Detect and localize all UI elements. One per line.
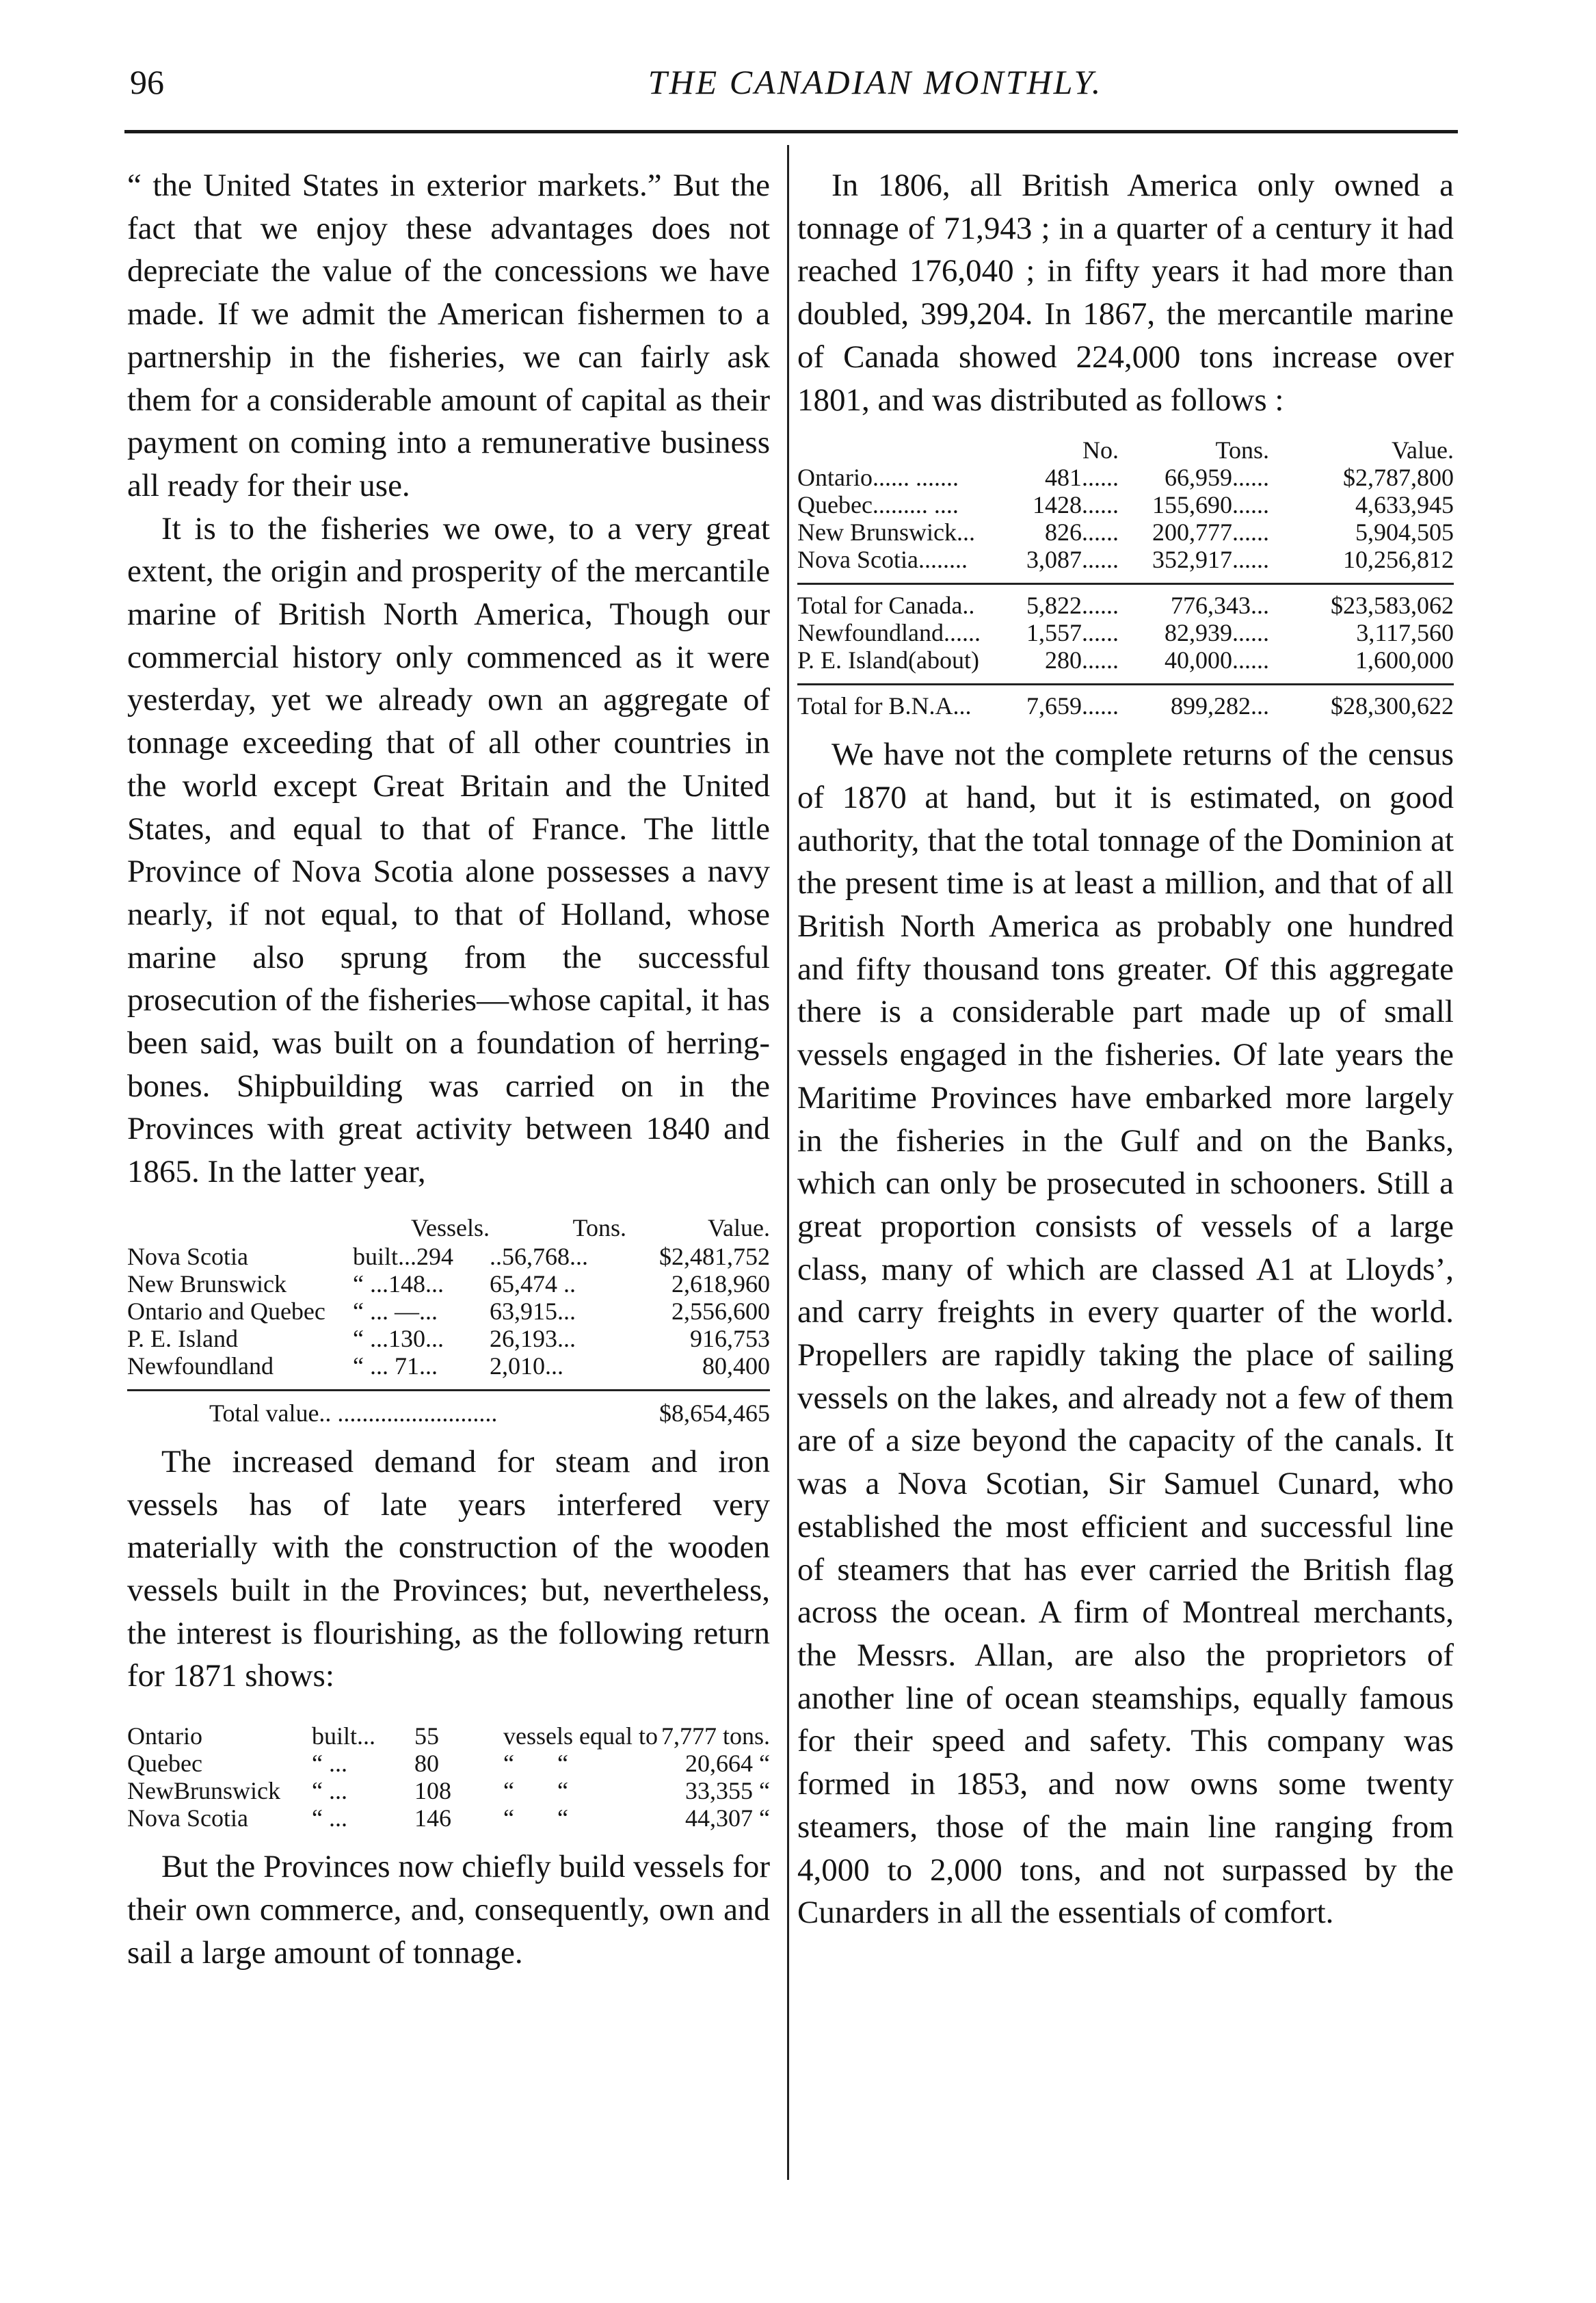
table-cell: 280...... — [1045, 646, 1119, 674]
table-cell: 20,664 “ — [685, 1750, 770, 1778]
table-cell: NewBrunswick — [127, 1777, 280, 1805]
table-header-cell: Value. — [1392, 436, 1454, 464]
table-row — [127, 1352, 770, 1380]
table-cell: 2,556,600 — [671, 1297, 770, 1325]
table-cell: 40,000...... — [1165, 646, 1269, 674]
table-cell: 5,822...... — [1026, 592, 1119, 620]
table-cell: 5,904,505 — [1355, 518, 1454, 547]
table-row — [797, 464, 1454, 491]
paragraph: We have not the complete returns of the census of 1870 at hand, but it is estimated, on good authority, that the total tonnage of the Dominion at the present time is at least a million, and that of all British North America as probably one hundred and fifty thousand tons greater. Of this aggregate there is a considerable part made up of small vessels engaged in the fisheries. Of late years the Maritime Provinces have embarked more largely in the fisheries in the Gulf and on the Banks, which can only be prosecuted in schooners. Still a great proportion consists of vessels of a large class, many of which are classed A1 at Lloyds’, and carry freights in every quarter of the world. Propellers are rapidly taking the place of sailing vessels on the lakes, and already not a few of them are of a size beyond the capacity of the canals. It was a Nova Scotian, Sir Samuel Cunard, who established the most efficient and successful line of steamers that has ever carried the British flag across the ocean. A firm of Montreal merchants, the Messrs. Allan, are also the proprietors of another line of ocean steamships, equally famous for their speed and safety. This company was formed in 1853, and now owns some twenty steamers, those of the main line ranging from 4,000 to 2,000 tons, and not surpassed by the Cunarders in all the essentials of comfort. — [797, 737, 1454, 1931]
left-column — [127, 164, 770, 1974]
total-label: Total value.. .......................... — [209, 1399, 498, 1427]
shipbuilding-1871-table — [127, 1722, 770, 1832]
table-row — [797, 491, 1454, 518]
column-divider — [787, 145, 789, 2180]
table-subtotal-row — [797, 592, 1454, 619]
table-header-cell: Vessels. — [411, 1213, 490, 1241]
table-cell: 2,618,960 — [671, 1269, 770, 1298]
table-cell: New Brunswick — [127, 1269, 287, 1298]
table-row — [127, 1243, 770, 1270]
table-cell: “ ... —... — [353, 1297, 438, 1325]
table-cell: 7,659...... — [1026, 692, 1119, 720]
shipbuilding-1865-table — [127, 1214, 770, 1427]
table-cell: P. E. Island — [127, 1324, 238, 1352]
table-cell: 26,193... — [490, 1324, 576, 1352]
paragraph: In 1806, all British America only owned a tonnage of 71,943 ; in a quarter of a century it had reached 176,040 ; in fifty years it had more than doubled, 399,204. In 1867, the mercantile marine of Canada showed 224,000 tons increase over 1801, and was distributed as follows : — [797, 168, 1454, 418]
page-number: 96 — [130, 63, 164, 101]
table-cell: Nova Scotia........ — [797, 546, 968, 574]
table-header-cell: Value. — [708, 1213, 770, 1241]
table-cell: 1428...... — [1033, 491, 1119, 519]
table-cell: $28,300,622 — [1331, 692, 1454, 720]
table-cell: 776,343... — [1171, 592, 1269, 620]
table-cell: Newfoundland...... — [797, 619, 981, 647]
table-cell: 2,010... — [490, 1352, 563, 1380]
table-header-cell: Tons. — [1215, 436, 1269, 464]
table-cell: 1,600,000 — [1355, 646, 1454, 674]
table-row — [797, 619, 1454, 646]
table-row — [797, 546, 1454, 573]
table-cell: “ ...130... — [353, 1324, 444, 1352]
table-cell: 80 — [414, 1750, 439, 1778]
table-header-cell — [797, 436, 1023, 464]
table-cell: “ “ — [503, 1777, 568, 1805]
paragraph: It is to the fisheries we owe, to a very great extent, the origin and prosperity of the mercantile marine of British North America, Though our commercial history only commenced as it were yesterday, yet we already own an aggregate of tonnage exceeding that of all other countries in the world except Great Britain and the United States, and equal to that of France. The little Province of Nova Scotia alone possesses a navy nearly, if not equal, to that of Holland, whose marine also sprung from the successful prosecution of the fisheries—whose capital, it has been said, was built on a foundation of herring-bones. Shipbuilding was carried on in the Provinces with great activity between 1840 and 1865. In the latter year, — [127, 510, 770, 1190]
table-cell: Quebec — [127, 1750, 202, 1778]
table-cell: 3,117,560 — [1356, 619, 1454, 647]
table-cell: 7,777 tons. — [661, 1722, 770, 1750]
total-value: $8,654,465 — [659, 1399, 770, 1427]
table-cell: “ ... — [312, 1777, 347, 1805]
table-cell: 44,307 “ — [685, 1804, 770, 1832]
table-cell: 1,557...... — [1026, 619, 1119, 647]
table-cell: 826...... — [1045, 518, 1119, 547]
table-cell: 66,959...... — [1165, 464, 1269, 492]
table-cell: Ontario and Quebec — [127, 1297, 325, 1325]
table-row — [127, 1777, 770, 1804]
header-rule — [124, 130, 1458, 133]
right-column — [797, 164, 1454, 1934]
table-rule — [797, 683, 1454, 685]
table-header-cell: No. — [1082, 436, 1119, 464]
table-cell: $2,481,752 — [659, 1242, 770, 1270]
table-cell: $2,787,800 — [1343, 464, 1454, 492]
table-row — [797, 518, 1454, 546]
table-cell: 4,633,945 — [1355, 491, 1454, 519]
table-cell: 63,915... — [490, 1297, 576, 1325]
table-cell: Nova Scotia — [127, 1804, 248, 1832]
table-row — [127, 1804, 770, 1832]
table-cell: 10,256,812 — [1343, 546, 1454, 574]
table-cell: 146 — [414, 1804, 451, 1832]
table-header-cell: Tons. — [572, 1213, 626, 1241]
table-cell: Total for Canada.. — [797, 592, 975, 620]
table-cell: “ ... — [312, 1804, 347, 1832]
table-cell: 108 — [414, 1777, 451, 1805]
table-cell: “ “ — [503, 1804, 568, 1832]
table-cell: 82,939...... — [1165, 619, 1269, 647]
table-row — [127, 1298, 770, 1325]
table-cell: Ontario — [127, 1722, 202, 1750]
table-header-row — [797, 436, 1454, 464]
paragraph: “ the United States in exterior markets.” But the fact that we enjoy these advantages does not depreciate the value of the concessions we have made. If we admit the American fishermen to a partnership in the fisheries, we can fairly ask them for a considerable amount of capital as their payment on coming into a remunerative business all ready for their use. — [127, 168, 770, 503]
table-total-row — [127, 1399, 770, 1427]
table-cell: vessels equal to — [503, 1722, 658, 1750]
mercantile-marine-table — [797, 436, 1454, 720]
table-cell: Ontario...... ....... — [797, 464, 959, 492]
table-rule — [797, 583, 1454, 585]
table-cell: “ ... 71... — [353, 1352, 438, 1380]
table-cell: 899,282... — [1171, 692, 1269, 720]
table-cell: 352,917...... — [1152, 546, 1269, 574]
table-row — [797, 646, 1454, 674]
table-row — [127, 1270, 770, 1298]
table-cell: New Brunswick... — [797, 518, 975, 547]
table-cell: “ ... — [312, 1750, 347, 1778]
table-cell: 65,474 .. — [490, 1269, 576, 1298]
table-row — [127, 1722, 770, 1750]
table-cell: 916,753 — [690, 1324, 770, 1352]
table-cell: “ “ — [503, 1750, 568, 1778]
table-cell: Newfoundland — [127, 1352, 274, 1380]
table-cell: 33,355 “ — [685, 1777, 770, 1805]
table-row — [127, 1750, 770, 1777]
table-header-cell — [127, 1214, 353, 1241]
table-cell: 200,777...... — [1152, 518, 1269, 547]
table-cell: Quebec......... .... — [797, 491, 959, 519]
table-cell: 55 — [414, 1722, 439, 1750]
table-total-row — [797, 692, 1454, 720]
table-cell: P. E. Island(about) — [797, 646, 979, 674]
table-cell: built...294 — [353, 1242, 454, 1270]
table-header-row — [127, 1214, 770, 1243]
table-cell: ..56,768... — [490, 1242, 588, 1270]
table-cell: “ ...148... — [353, 1269, 444, 1298]
table-row — [127, 1325, 770, 1352]
table-cell: 3,087...... — [1026, 546, 1119, 574]
table-cell: 80,400 — [702, 1352, 770, 1380]
table-rule — [127, 1389, 770, 1391]
table-cell: Total for B.N.A... — [797, 692, 972, 720]
table-cell: $23,583,062 — [1331, 592, 1454, 620]
table-cell: Nova Scotia — [127, 1242, 248, 1270]
table-cell: 155,690...... — [1152, 491, 1269, 519]
table-cell: built... — [312, 1722, 376, 1750]
table-cell: 481...... — [1045, 464, 1119, 492]
running-head: THE CANADIAN MONTHLY. — [648, 63, 1103, 101]
paragraph: The increased demand for steam and iron vessels has of late years interfered very materially with the construction of the wooden vessels built in the Provinces; but, nevertheless, the interest is flourishing, as the following return for 1871 shows: — [127, 1443, 770, 1694]
paragraph: But the Provinces now chiefly build vessels for their own commerce, and, consequently, own and sail a large amount of tonnage. — [127, 1849, 770, 1971]
